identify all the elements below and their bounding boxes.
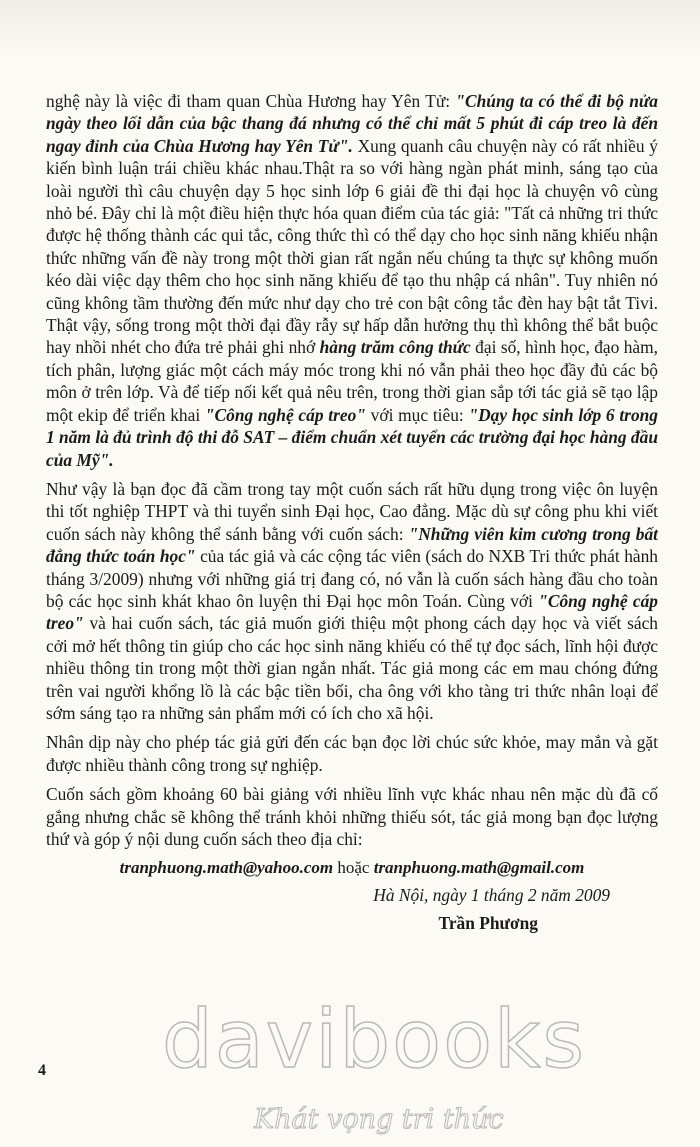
- paragraph-1: [46, 90, 658, 471]
- contact-line: [46, 857, 658, 879]
- email-connector: hoặc: [333, 858, 374, 878]
- page-body: [46, 90, 658, 935]
- emphasis-cable-car-technology-2: "Công nghệ cáp treo": [46, 590, 658, 634]
- emphasis-hundreds-formulas: hàng trăm công thức: [319, 337, 471, 358]
- page-number: 4: [38, 1062, 46, 1079]
- paragraph-1-text-4: với mục tiêu:: [365, 404, 469, 425]
- quote-sat-goal: "Dạy học sinh lớp 6 trong 1 năm là đủ trình độ thi đỗ SAT – điểm chuẩn xét tuyển các trường đại học hàng đầu của Mỹ".: [46, 404, 659, 470]
- watermark-slogan: Khát vọng tri thức: [254, 1104, 504, 1135]
- paragraph-1-text-3: đại số, hình học, đạo hàm, tích phân, lượng giác một cách máy móc trong khi nó vẫn phải theo học đầy đủ các bộ môn ở trên lớp. Và để tiếp nối kết quả nêu trên, trong thời gian sắp tới tác giả sẽ tạo lập một ekip để triển khai: [46, 337, 658, 425]
- book-title-diamonds: "Những viên kim cương trong bất đẳng thức toán học": [46, 523, 658, 567]
- signature-date: Hà Nội, ngày 1 tháng 2 năm 2009: [373, 884, 610, 905]
- paragraph-3: Nhân dịp này cho phép tác giả gửi đến các bạn đọc lời chúc sức khỏe, may mắn và gặt được nhiều thành công trong sự nghiệp.: [46, 732, 658, 775]
- email-yahoo-link[interactable]: tranphuong.math@yahoo.com: [119, 858, 334, 878]
- paragraph-1-text-2: Xung quanh câu chuyện này có rất nhiều ý kiến bình luận trái chiều khác nhau.Thật ra so với hàng ngàn phát minh, sáng tạo của loài người thì câu chuyện dạy 5 học sinh lớp 6 giải đề thi đại học là chuyện vô cùng nhỏ bé. Đây chỉ là một điều hiện thực hóa quan điểm của tác giả: "Tất cả những tri thức được hệ thống thành các qui tắc, công thức thì có thể dạy cho học sinh năng khiếu nhận thức những vấn đề này trong một thời gian rất ngắn nếu chúng ta thực sự không muốn kéo dài việc dạy thêm cho học sinh năng khiếu để tạo thu nhập cá nhân". Tuy nhiên nó cũng không tầm thường đến mức như dạy cho trẻ con bật công tắc đèn hay bật tắt Tivi. Thật vậy, sống trong một thời đại đầy rẫy sự hấp dẫn hưởng thụ thì không thể bắt buộc hay nhồi nhét cho đứa trẻ phải ghi nhớ: [46, 135, 658, 358]
- paragraph-1-text-1: nghệ này là việc đi tham quan Chùa Hương hay Yên Tử:: [46, 91, 456, 111]
- paragraph-4: Cuốn sách gồm khoảng 60 bài giảng với nhiều lĩnh vực khác nhau nên mặc dù đã cố gắng nhưng chắc sẽ không thể tránh khỏi những thiếu sót, tác giả mong bạn đọc lượng thứ và góp ý nội dung cuốn sách theo địa chỉ:: [46, 784, 658, 849]
- paragraph-2-text-1: Như vậy là bạn đọc đã cầm trong tay một cuốn sách rất hữu dụng trong việc ôn luyện thi tốt nghiệp THPT và thi tuyển sinh Đại học, Cao đẳng. Mặc dù sự công phu khi viết cuốn sách này không thể sánh bằng với cuốn sách:: [46, 478, 658, 544]
- page-top-edge: [0, 0, 700, 60]
- paragraph-2-text-2: của tác giả và các cộng tác viên (sách do NXB Tri thức phát hành tháng 3/2009) nhưng với những giá trị đang có, nó vẫn là cuốn sách hàng đầu cho toàn bộ các học sinh khát khao ôn luyện thi Đại học môn Toán. Cùng với: [46, 546, 658, 611]
- emphasis-cable-car-technology: "Công nghệ cáp treo": [204, 404, 366, 425]
- email-gmail-link[interactable]: tranphuong.math@gmail.com: [373, 858, 585, 878]
- author-name: Trần Phương: [438, 913, 538, 934]
- quote-cable-car: "Chúng ta có thể đi bộ nửa ngày theo lối dẫn của bậc thang đá nhưng có thể chỉ mất 5 phút đi cáp treo là đến ngay đỉnh của Chùa Hương hay Yên Tử".: [46, 91, 658, 156]
- watermark-brand: davibooks: [162, 993, 587, 1086]
- paragraph-2: [46, 478, 658, 724]
- paragraph-2-text-3: và hai cuốn sách, tác giả muốn giới thiệu một phong cách dạy học và viết sách cởi mở hết thông tin giúp cho các học sinh năng khiếu có thể tự đọc sách, lĩnh hội được nhiều thông tin trong một thời gian ngắn nhất. Tác giả mong các em mau chóng đứng trên vai người khổng lồ là các bậc tiền bối, cha ông với kho tàng tri thức nhân loại để sớm sáng tạo ra những sản phẩm mới có ích cho xã hội.: [46, 613, 658, 723]
